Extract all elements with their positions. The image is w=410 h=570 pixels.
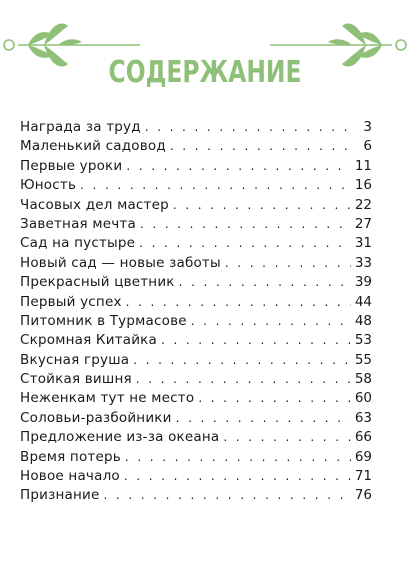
toc-entry-page: 44 <box>354 293 372 310</box>
toc-entry-title: Сад на пустыре <box>20 235 136 252</box>
toc-entry-page: 39 <box>354 274 372 291</box>
toc-entry-page: 27 <box>354 215 372 232</box>
toc-entry[interactable] <box>20 235 372 254</box>
toc-entry-title: Предложение из-за океана <box>20 429 220 446</box>
toc-entry[interactable] <box>20 313 372 332</box>
toc-entry[interactable] <box>20 332 372 351</box>
toc-leader-dots <box>140 217 351 231</box>
toc-entry[interactable] <box>20 449 372 468</box>
toc-entry-title: Прекрасный цветник <box>20 274 175 291</box>
toc-entry-page: 71 <box>354 468 372 485</box>
toc-entry-title: Питомник в Турмасове <box>20 312 187 329</box>
toc-leader-dots <box>126 295 351 309</box>
toc-entry-title: Новое начало <box>20 468 120 485</box>
toc-entry-title: Награда за труд <box>20 119 141 135</box>
toc-entry-page: 48 <box>354 312 372 329</box>
toc-entry[interactable] <box>20 429 372 448</box>
toc-entry-title: Время потерь <box>20 448 121 465</box>
toc-entry[interactable] <box>20 177 372 196</box>
toc-entry[interactable] <box>20 390 372 409</box>
toc-entry-title: Признание <box>20 487 100 504</box>
toc-entry-title: Неженкам тут не место <box>20 390 195 407</box>
toc-entry-page: 31 <box>354 235 372 252</box>
toc-entry[interactable] <box>20 371 372 390</box>
toc-leader-dots <box>161 333 351 347</box>
toc-leader-dots <box>223 430 350 444</box>
toc-entry-page: 60 <box>354 390 372 407</box>
toc-leader-dots <box>126 159 350 173</box>
toc-leader-dots <box>139 236 351 250</box>
toc-entry-page: 6 <box>363 138 372 155</box>
toc-entry[interactable] <box>20 352 372 371</box>
toc-entry[interactable] <box>20 255 372 274</box>
toc-leader-dots <box>133 353 351 367</box>
toc-entry[interactable] <box>20 274 372 293</box>
toc-leader-dots <box>173 198 351 212</box>
toc-leader-dots <box>176 411 351 425</box>
toc-entry-title: Вкусная груша <box>20 351 130 368</box>
toc-entry-title: Первый успех <box>20 293 122 310</box>
toc-entry[interactable] <box>20 216 372 235</box>
toc-entry-page: 55 <box>354 351 372 368</box>
toc-entry-page: 16 <box>354 177 372 194</box>
toc-leader-dots <box>103 488 350 502</box>
toc-entry-page: 66 <box>354 429 372 446</box>
toc-leader-dots <box>125 450 351 464</box>
toc-leader-dots <box>225 256 351 270</box>
toc-entry-page: 3 <box>363 119 372 135</box>
toc-entry[interactable] <box>20 158 372 177</box>
toc-entry-title: Стойкая вишня <box>20 371 132 388</box>
toc-entry[interactable] <box>20 410 372 429</box>
toc-leader-dots <box>179 275 351 289</box>
toc-entry[interactable] <box>20 468 372 487</box>
toc-entry-page: 53 <box>354 332 372 349</box>
toc-entry-title: Часовых дел мастер <box>20 196 169 213</box>
toc-entry-page: 11 <box>354 157 372 174</box>
toc-entry-page: 76 <box>354 487 372 504</box>
toc-leader-dots <box>198 391 350 405</box>
toc-entry-title: Юность <box>20 177 77 194</box>
toc-entry-page: 33 <box>354 254 372 271</box>
toc-entry-title: Маленький садовод <box>20 138 166 155</box>
toc-entry[interactable] <box>20 138 372 157</box>
page-title: СОДЕРЖАНИЕ <box>108 55 302 90</box>
toc-entry-title: Скромная Китайка <box>20 332 158 349</box>
toc-leader-dots <box>124 469 351 483</box>
toc-leader-dots <box>136 372 351 386</box>
toc-entry[interactable] <box>20 197 372 216</box>
toc-entry-title: Первые уроки <box>20 157 123 174</box>
toc-entry-title: Соловьи-разбойники <box>20 409 172 426</box>
toc-leader-dots <box>170 139 354 153</box>
toc-leader-dots <box>145 120 354 134</box>
toc-entry-page: 22 <box>354 196 372 213</box>
toc-entry[interactable] <box>20 294 372 313</box>
toc-entry-page: 58 <box>354 371 372 388</box>
toc-leader-dots <box>191 314 351 328</box>
toc-entry[interactable] <box>20 487 372 506</box>
toc-entry-page: 63 <box>354 409 372 426</box>
toc-entry-page: 69 <box>354 448 372 465</box>
toc-leader-dots <box>80 178 351 192</box>
table-of-contents <box>20 119 372 507</box>
toc-entry[interactable] <box>20 119 372 138</box>
toc-entry-title: Новый сад — новые заботы <box>20 254 221 271</box>
toc-entry-title: Заветная мечта <box>20 215 136 232</box>
